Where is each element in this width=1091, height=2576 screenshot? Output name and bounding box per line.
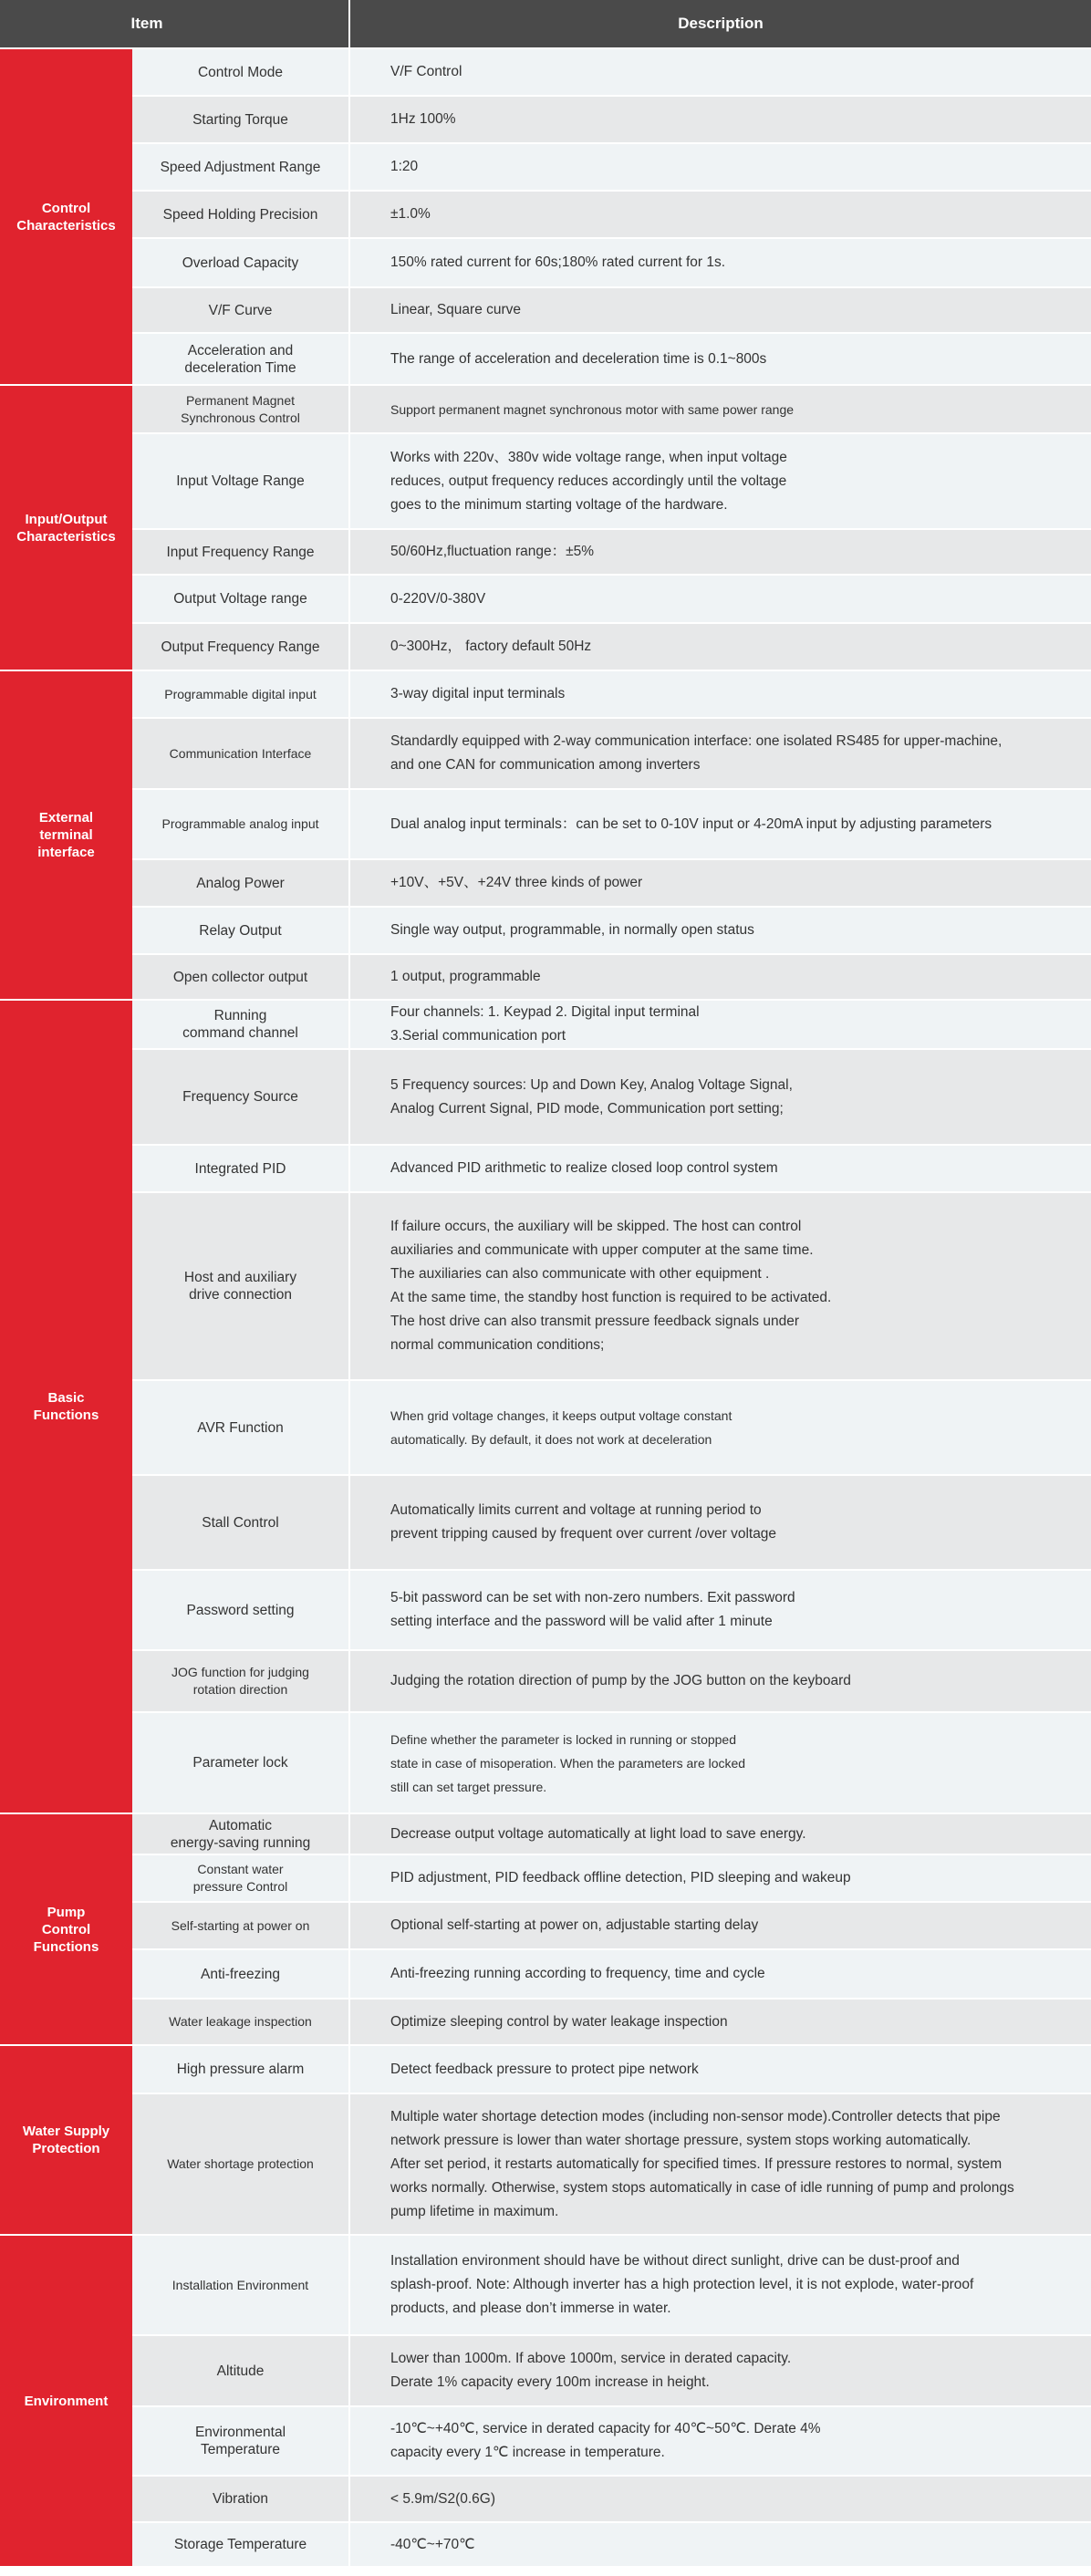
description-cell: Linear, Square curve bbox=[349, 287, 1091, 333]
item-cell: Programmable analog input bbox=[132, 789, 349, 859]
table-row bbox=[0, 333, 1091, 385]
table-row bbox=[0, 2476, 1091, 2522]
item-cell: Speed Adjustment Range bbox=[132, 143, 349, 191]
category-cell: Control Characteristics bbox=[0, 48, 132, 385]
description-cell: Multiple water shortage detection modes (including non-sensor mode).Controller detects that pipe network pressure is lower than water shortage pressure, system stops working automatically. After set period, it restarts automatically for specified times. If pressure restores to normal, system works normally. Otherwise, system stops automatically in case of idle running of pump and prolongs pump lifetime in maximum. bbox=[349, 2093, 1091, 2235]
description-cell: Decrease output voltage automatically at light load to save energy. bbox=[349, 1813, 1091, 1854]
table-row bbox=[0, 385, 1091, 433]
table-row bbox=[0, 954, 1091, 1000]
table-row bbox=[0, 575, 1091, 623]
description-cell: 1:20 bbox=[349, 143, 1091, 191]
table-row bbox=[0, 718, 1091, 789]
table-row bbox=[0, 1902, 1091, 1949]
item-cell: Installation Environment bbox=[132, 2235, 349, 2335]
table-row bbox=[0, 191, 1091, 238]
item-cell: Input Frequency Range bbox=[132, 529, 349, 575]
description-cell: -10℃~+40℃, service in derated capacity for 40℃~50℃. Derate 4% capacity every 1℃ increase in temperature. bbox=[349, 2406, 1091, 2476]
table-row bbox=[0, 1712, 1091, 1813]
table-row bbox=[0, 1380, 1091, 1475]
table-row bbox=[0, 1854, 1091, 1902]
item-cell: Vibration bbox=[132, 2476, 349, 2522]
description-cell: Optimize sleeping control by water leakage inspection bbox=[349, 1999, 1091, 2045]
description-cell: Optional self-starting at power on, adjustable starting delay bbox=[349, 1902, 1091, 1949]
table-row bbox=[0, 1650, 1091, 1712]
header-item: Item bbox=[0, 0, 349, 48]
item-cell: Control Mode bbox=[132, 48, 349, 96]
description-cell: 50/60Hz,fluctuation range：±5% bbox=[349, 529, 1091, 575]
item-cell: Starting Torque bbox=[132, 96, 349, 143]
item-cell: Stall Control bbox=[132, 1475, 349, 1570]
description-cell: Anti-freezing running according to frequency, time and cycle bbox=[349, 1949, 1091, 1999]
table-row bbox=[0, 2045, 1091, 2093]
item-cell: Integrated PID bbox=[132, 1145, 349, 1192]
item-cell: Open collector output bbox=[132, 954, 349, 1000]
table-row bbox=[0, 2406, 1091, 2476]
category-cell: External terminal interface bbox=[0, 670, 132, 1000]
description-cell: Judging the rotation direction of pump by the JOG button on the keyboard bbox=[349, 1650, 1091, 1712]
description-cell: Standardly equipped with 2-way communication interface: one isolated RS485 for upper-machine, and one CAN for communication among inverters bbox=[349, 718, 1091, 789]
table-row bbox=[0, 907, 1091, 954]
description-cell: 1 output, programmable bbox=[349, 954, 1091, 1000]
item-cell: V/F Curve bbox=[132, 287, 349, 333]
table-row bbox=[0, 1192, 1091, 1380]
description-cell: 0-220V/0-380V bbox=[349, 575, 1091, 623]
description-cell: Define whether the parameter is locked in running or stopped state in case of misoperation. When the parameters are locked still can set target pressure. bbox=[349, 1712, 1091, 1813]
item-cell: Anti-freezing bbox=[132, 1949, 349, 1999]
table-row bbox=[0, 1049, 1091, 1145]
category-cell: Water Supply Protection bbox=[0, 2045, 132, 2235]
description-cell: 150% rated current for 60s;180% rated current for 1s. bbox=[349, 238, 1091, 287]
table-row bbox=[0, 433, 1091, 529]
category-cell: Input/Output Characteristics bbox=[0, 385, 132, 670]
table-row bbox=[0, 143, 1091, 191]
description-cell: Works with 220v、380v wide voltage range, when input voltage reduces, output frequency reduces accordingly until the voltage goes to the minimum starting voltage of the hardware. bbox=[349, 433, 1091, 529]
table-row bbox=[0, 96, 1091, 143]
item-cell: Output Voltage range bbox=[132, 575, 349, 623]
item-cell: Relay Output bbox=[132, 907, 349, 954]
table-row bbox=[0, 2093, 1091, 2235]
description-cell: Detect feedback pressure to protect pipe network bbox=[349, 2045, 1091, 2093]
description-cell: 5 Frequency sources: Up and Down Key, Analog Voltage Signal, Analog Current Signal, PID mode, Communication port setting; bbox=[349, 1049, 1091, 1145]
category-cell: Environment bbox=[0, 2235, 132, 2567]
table-header-row bbox=[0, 0, 1091, 48]
table-row bbox=[0, 2235, 1091, 2335]
table-row bbox=[0, 287, 1091, 333]
header-description: Description bbox=[349, 0, 1091, 48]
description-cell: Advanced PID arithmetic to realize closed loop control system bbox=[349, 1145, 1091, 1192]
table-row bbox=[0, 670, 1091, 718]
table-row bbox=[0, 1000, 1091, 1049]
description-cell: When grid voltage changes, it keeps output voltage constant automatically. By default, it does not work at deceleration bbox=[349, 1380, 1091, 1475]
description-cell: 3-way digital input terminals bbox=[349, 670, 1091, 718]
item-cell: Output Frequency Range bbox=[132, 623, 349, 670]
table-row bbox=[0, 789, 1091, 859]
category-cell: Pump Control Functions bbox=[0, 1813, 132, 2045]
description-cell: 5-bit password can be set with non-zero numbers. Exit password setting interface and the password will be valid after 1 minute bbox=[349, 1570, 1091, 1650]
description-cell: +10V、+5V、+24V three kinds of power bbox=[349, 859, 1091, 907]
description-cell: Lower than 1000m. If above 1000m, service in derated capacity. Derate 1% capacity every 100m increase in height. bbox=[349, 2335, 1091, 2406]
category-cell: Basic Functions bbox=[0, 1000, 132, 1813]
item-cell: Host and auxiliary drive connection bbox=[132, 1192, 349, 1380]
description-cell: Four channels: 1. Keypad 2. Digital input terminal 3.Serial communication port bbox=[349, 1000, 1091, 1049]
table-row bbox=[0, 623, 1091, 670]
item-cell: Automatic energy-saving running bbox=[132, 1813, 349, 1854]
table-row bbox=[0, 1949, 1091, 1999]
description-cell: -40℃~+70℃ bbox=[349, 2522, 1091, 2567]
table-row bbox=[0, 1145, 1091, 1192]
description-cell: If failure occurs, the auxiliary will be skipped. The host can control auxiliaries and communicate with upper computer at the same time. The auxiliaries can also communicate with other equipment . At the same time, the standby host function is required to be activated. The host drive can also transmit pressure feedback signals under normal communication conditions; bbox=[349, 1192, 1091, 1380]
table-row bbox=[0, 1570, 1091, 1650]
item-cell: Input Voltage Range bbox=[132, 433, 349, 529]
description-cell: PID adjustment, PID feedback offline detection, PID sleeping and wakeup bbox=[349, 1854, 1091, 1902]
table-row bbox=[0, 1813, 1091, 1854]
item-cell: Storage Temperature bbox=[132, 2522, 349, 2567]
item-cell: Altitude bbox=[132, 2335, 349, 2406]
table-row bbox=[0, 48, 1091, 96]
item-cell: Frequency Source bbox=[132, 1049, 349, 1145]
item-cell: Running command channel bbox=[132, 1000, 349, 1049]
description-cell: Single way output, programmable, in normally open status bbox=[349, 907, 1091, 954]
item-cell: Water leakage inspection bbox=[132, 1999, 349, 2045]
item-cell: Communication Interface bbox=[132, 718, 349, 789]
description-cell: Support permanent magnet synchronous motor with same power range bbox=[349, 385, 1091, 433]
item-cell: AVR Function bbox=[132, 1380, 349, 1475]
description-cell: 1Hz 100% bbox=[349, 96, 1091, 143]
table-row bbox=[0, 2522, 1091, 2567]
description-cell: Automatically limits current and voltage at running period to prevent tripping caused by frequent over current /over voltage bbox=[349, 1475, 1091, 1570]
item-cell: High pressure alarm bbox=[132, 2045, 349, 2093]
item-cell: Overload Capacity bbox=[132, 238, 349, 287]
item-cell: Acceleration and deceleration Time bbox=[132, 333, 349, 385]
item-cell: Environmental Temperature bbox=[132, 2406, 349, 2476]
description-cell: The range of acceleration and deceleration time is 0.1~800s bbox=[349, 333, 1091, 385]
table-row bbox=[0, 238, 1091, 287]
table-row bbox=[0, 1475, 1091, 1570]
description-cell: 0~300Hz， factory default 50Hz bbox=[349, 623, 1091, 670]
item-cell: Password setting bbox=[132, 1570, 349, 1650]
table-body bbox=[0, 48, 1091, 2567]
description-cell: Installation environment should have be without direct sunlight, drive can be dust-proof and splash-proof. Note: Although inverter has a high protection level, it is not explode, water-proof products, and please don’t immerse in water. bbox=[349, 2235, 1091, 2335]
item-cell: Water shortage protection bbox=[132, 2093, 349, 2235]
table-row bbox=[0, 2335, 1091, 2406]
table-row bbox=[0, 529, 1091, 575]
item-cell: Parameter lock bbox=[132, 1712, 349, 1813]
description-cell: < 5.9m/S2(0.6G) bbox=[349, 2476, 1091, 2522]
item-cell: Analog Power bbox=[132, 859, 349, 907]
description-cell: Dual analog input terminals：can be set to 0-10V input or 4-20mA input by adjusting parameters bbox=[349, 789, 1091, 859]
item-cell: Programmable digital input bbox=[132, 670, 349, 718]
table-row bbox=[0, 859, 1091, 907]
description-cell: ±1.0% bbox=[349, 191, 1091, 238]
table-row bbox=[0, 1999, 1091, 2045]
item-cell: Constant water pressure Control bbox=[132, 1854, 349, 1902]
item-cell: Self-starting at power on bbox=[132, 1902, 349, 1949]
description-cell: V/F Control bbox=[349, 48, 1091, 96]
item-cell: Permanent Magnet Synchronous Control bbox=[132, 385, 349, 433]
item-cell: Speed Holding Precision bbox=[132, 191, 349, 238]
item-cell: JOG function for judging rotation direction bbox=[132, 1650, 349, 1712]
